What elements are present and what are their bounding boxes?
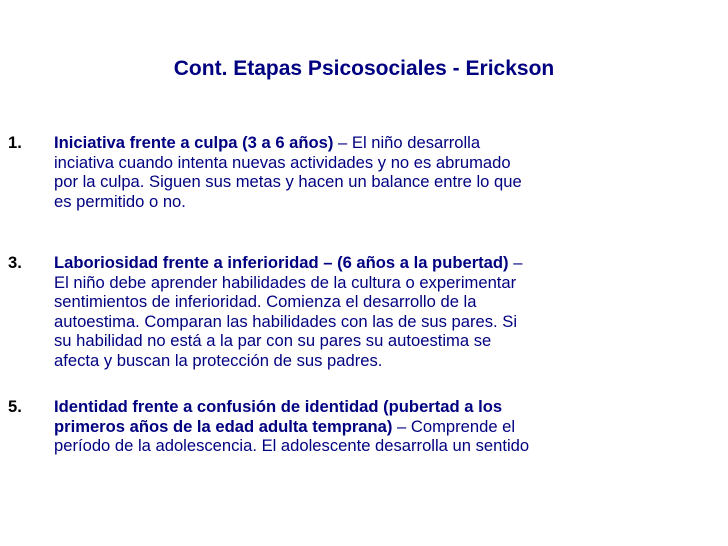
list-item-number: 3. <box>8 253 22 272</box>
text-line: Identidad frente a confusión de identidad (pubertad a los <box>54 397 503 416</box>
list-item-number: 1. <box>8 133 22 152</box>
text-line: es permitido o no. <box>54 191 186 211</box>
text-line: por la culpa. Siguen sus metas y hacen un balance entre lo que <box>54 172 522 192</box>
list-item-text <box>54 397 694 456</box>
text-line: afecta y buscan la protección de sus padres. <box>54 350 383 370</box>
list-item-text <box>54 133 694 211</box>
text-line: período de la adolescencia. El adolescente desarrolla un sentido <box>54 436 530 456</box>
text-line: primeros años de la edad adulta temprana) – Comprende el <box>54 416 516 436</box>
text-line: Iniciativa frente a culpa (3 a 6 años) – El niño desarrolla <box>54 133 481 152</box>
text-line: inciativa cuando intenta nuevas actividades y no es abrumado <box>54 152 511 172</box>
text-line: sentimientos de inferioridad. Comienza el desarrollo de la <box>54 292 477 312</box>
list-item-text <box>54 253 694 371</box>
list-item-number: 5. <box>8 397 22 416</box>
text-line: Laboriosidad frente a inferioridad – (6 años a la pubertad) – <box>54 253 523 272</box>
text-line: autoestima. Comparan las habilidades con las de sus pares. Si <box>54 311 518 331</box>
text-line: El niño debe aprender habilidades de la cultura o experimentar <box>54 272 517 292</box>
text-line: su habilidad no está a la par con su pares su autoestima se <box>54 331 492 351</box>
slide-title: Cont. Etapas Psicosociales - Erickson <box>173 57 555 80</box>
